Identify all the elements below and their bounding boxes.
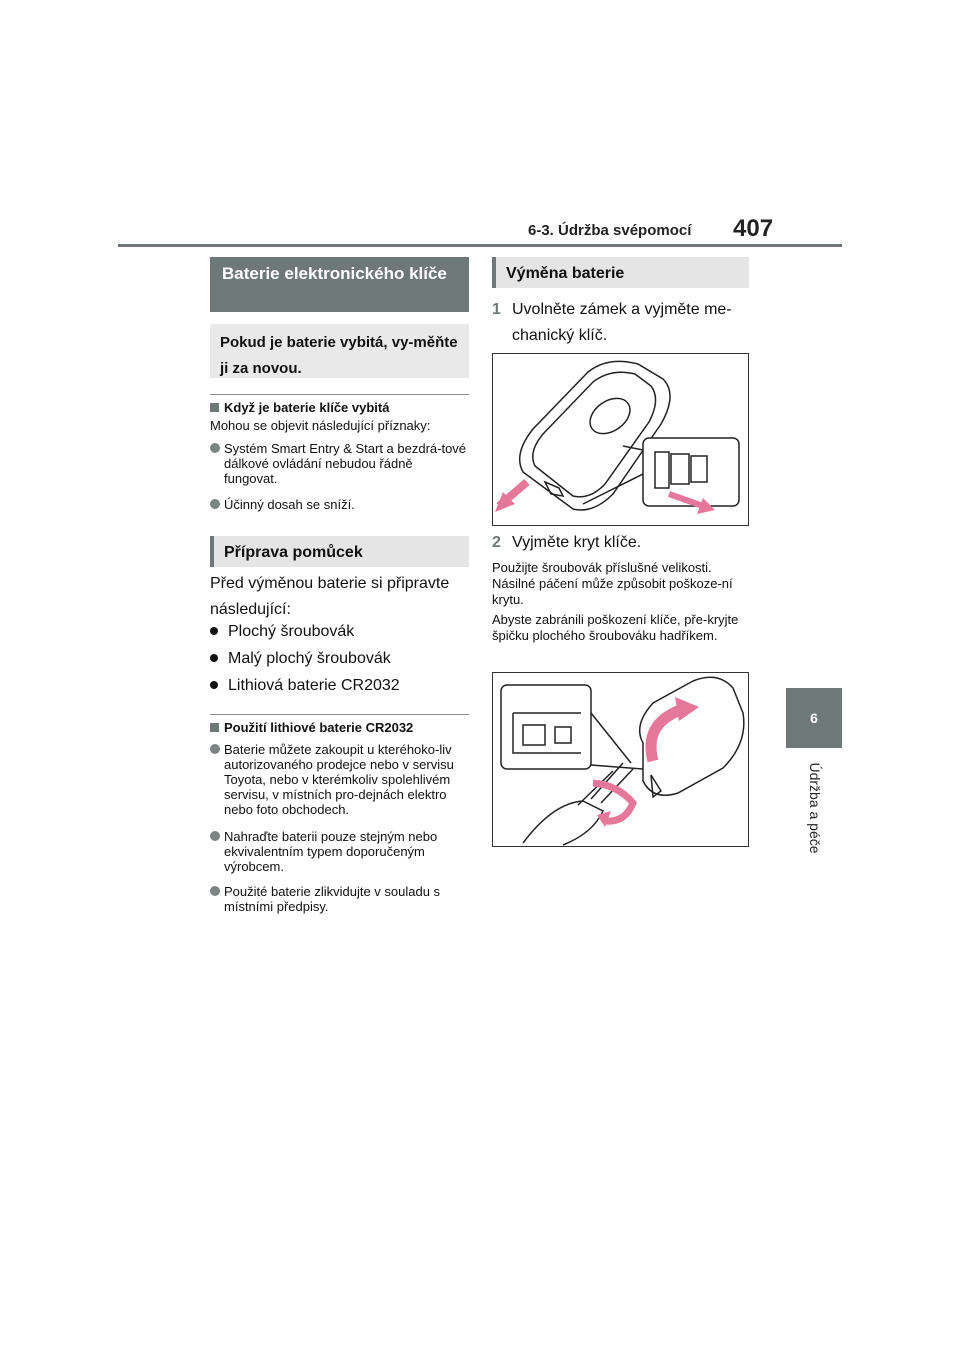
- tool-item: Lithiová baterie CR2032: [210, 676, 487, 696]
- header-section-title: 6-3. Údržba svépomocí: [528, 222, 692, 239]
- chapter-tab[interactable]: 6: [786, 688, 842, 748]
- section-title-preparation: Příprava pomůcek: [210, 536, 469, 567]
- list-item: Baterie můžete zakoupit u kteréhoko-liv autorizovaného prodejce nebo v servisu Toyota, nebo v kterémkoliv spolehlivém servisu, v místních pro-dejnách elektro nebo foto obchodech.: [210, 742, 469, 817]
- tool-item: Plochý šroubovák: [210, 622, 487, 642]
- bullet-dot-icon: [210, 654, 218, 662]
- dead-battery-intro: Mohou se objevit následující příznaky:: [210, 418, 431, 433]
- divider: [210, 714, 469, 715]
- bullet-dot-icon: [210, 886, 220, 896]
- list-item: Systém Smart Entry & Start a bezdrá-tové dálkové ovládání nebudou řádně fungovat.: [210, 441, 469, 486]
- page-number: 407: [733, 215, 774, 242]
- key-fob-illustration: [493, 354, 748, 525]
- note-protect-tip: Abyste zabránili poškození klíče, pře-kryjte špičku plochého šroubováku hadříkem.: [492, 612, 739, 643]
- divider: [210, 394, 469, 395]
- step-2: 2 Vyjměte kryt klíče.: [492, 534, 642, 551]
- square-bullet-icon: [210, 403, 219, 412]
- subheading-cr2032: Použití lithiové baterie CR2032: [210, 720, 469, 735]
- prep-intro: Před výměnou baterie si připravte následující:: [210, 575, 450, 618]
- figure-remove-cover: [492, 672, 749, 847]
- figure-release-key: [492, 353, 749, 526]
- header-rule: [118, 244, 842, 247]
- list-item: Účinný dosah se sníží.: [210, 497, 469, 512]
- tool-item: Malý plochý šroubovák: [210, 649, 487, 669]
- bullet-dot-icon: [210, 744, 220, 754]
- note-screwdriver-size: Použijte šroubovák příslušné velikosti. Násilné páčení může způsobit poškoze-ní krytu.: [492, 560, 733, 607]
- bullet-dot-icon: [210, 443, 220, 453]
- bullet-dot-icon: [210, 627, 218, 635]
- bullet-dot-icon: [210, 831, 220, 841]
- step-1: 1 Uvolněte zámek a vyjměte me-chanický klíč.: [492, 301, 732, 344]
- chapter-title-vertical: Údržba a péče: [807, 762, 823, 854]
- list-item: Nahraďte baterii pouze stejným nebo ekvivalentním typem doporučeným výrobcem.: [210, 829, 469, 874]
- bullet-dot-icon: [210, 499, 220, 509]
- list-item: Použité baterie zlikvidujte v souladu s místními předpisy.: [210, 884, 469, 914]
- section-title-battery: Baterie elektronického klíče: [210, 257, 469, 312]
- lead-box: Pokud je baterie vybitá, vy-měňte ji za novou.: [210, 324, 469, 378]
- subheading-dead-battery: Když je baterie klíče vybitá: [210, 400, 469, 415]
- square-bullet-icon: [210, 723, 219, 732]
- bullet-dot-icon: [210, 681, 218, 689]
- section-title-replacement: Výměna baterie: [492, 257, 749, 288]
- screwdriver-illustration: [493, 673, 748, 846]
